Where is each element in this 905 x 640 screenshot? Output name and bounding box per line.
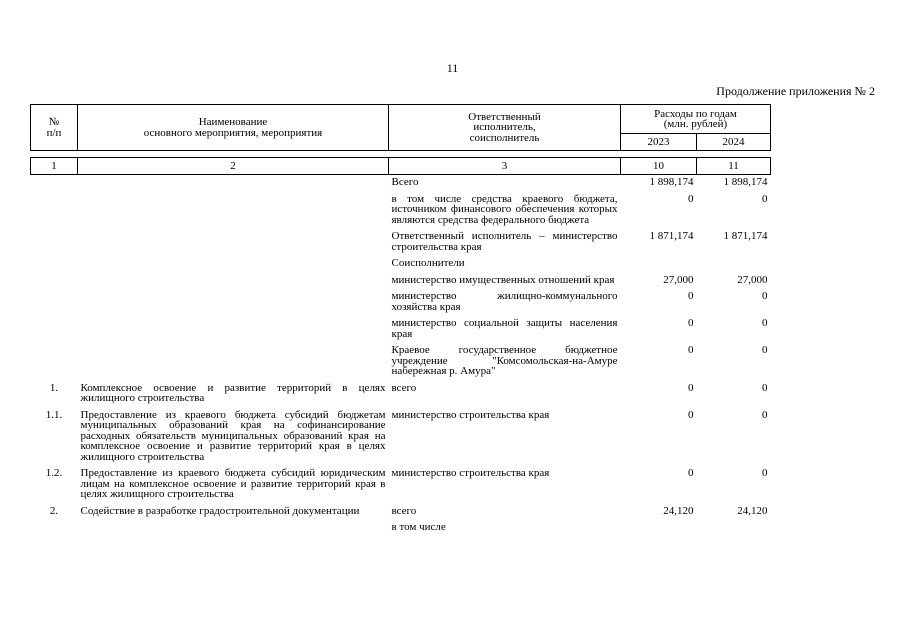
expense-2023: 0 <box>688 408 694 421</box>
activity-name: Комплексное освоение и развитие территорий в целях жилищного строительства <box>80 381 386 404</box>
executor-name: всего <box>391 381 417 394</box>
expense-2023: 0 <box>688 344 694 356</box>
table-row <box>31 256 771 273</box>
column-number: 3 <box>389 158 621 175</box>
expense-2024: 24,120 <box>737 504 768 517</box>
expense-2023: 1 898,174 <box>649 176 694 188</box>
header-executor: Ответственный исполнитель, соисполнитель <box>389 105 621 151</box>
table-row <box>31 316 771 343</box>
row-number <box>31 192 78 230</box>
header-expenses: Расходы по годам (млн. рублей) <box>621 105 771 134</box>
expense-2023: 0 <box>688 317 694 329</box>
table-row <box>31 229 771 256</box>
expense-2023: 0 <box>688 290 694 302</box>
row-number <box>31 316 78 343</box>
expense-2023 <box>621 520 697 537</box>
executor-name: Всего <box>391 176 419 188</box>
table-row <box>31 289 771 316</box>
row-number <box>31 256 78 273</box>
expense-2023: 0 <box>688 192 694 205</box>
expense-2024 <box>697 520 771 537</box>
activity-name <box>78 192 389 230</box>
column-number: 2 <box>78 158 389 175</box>
expense-2024: 0 <box>762 381 768 394</box>
table-row <box>31 408 771 467</box>
expense-2023 <box>621 256 697 273</box>
row-number <box>31 273 78 290</box>
table-row <box>31 175 771 192</box>
table-row <box>31 192 771 230</box>
expense-2023: 1 871,174 <box>649 230 694 242</box>
activity-name <box>78 175 389 192</box>
activity-name <box>78 273 389 290</box>
table-row <box>31 466 771 504</box>
expense-2024: 1 898,174 <box>723 176 768 188</box>
activity-name <box>78 343 389 381</box>
row-number: 1. <box>49 381 59 394</box>
table-row <box>31 273 771 290</box>
executor-name: министерство строительства края <box>391 408 550 421</box>
expense-2023: 0 <box>688 467 694 479</box>
executor-name: министерство строительства края <box>391 467 550 479</box>
expense-2023: 27,000 <box>663 273 694 286</box>
table-row <box>31 381 771 408</box>
appendix-continuation-label: Продолжение приложения № 2 <box>716 84 875 98</box>
row-number <box>31 175 78 192</box>
activity-name: Предоставление из краевого бюджета субсидий бюджетам муниципальных образований края на софинансирование расходных обязательств муниципальных образований края на комплексное освоение и развитие территорий края в целях жилищного строительства <box>80 408 386 463</box>
row-number: 1.1. <box>45 408 63 421</box>
executor-name: министерство социальной защиты населения края <box>391 317 618 340</box>
header-activity-name: Наименование основного мероприятия, мероприятия <box>78 105 389 151</box>
row-number <box>31 289 78 316</box>
executor-name: министерство имущественных отношений края <box>391 273 615 286</box>
activity-name <box>78 289 389 316</box>
expense-2024: 0 <box>762 192 768 205</box>
executor-name: Краевое государственное бюджетное учреждение "Комсомольская-на-Амуре набережная р. Амура" <box>391 344 618 377</box>
table-row <box>31 504 771 521</box>
activity-name <box>78 256 389 273</box>
executor-name: в том числе <box>391 521 446 533</box>
header-number: № п/п <box>31 105 78 151</box>
row-number <box>31 343 78 381</box>
executor-name: Ответственный исполнитель – министерство строительства края <box>391 230 618 253</box>
activity-name <box>78 229 389 256</box>
table-body <box>31 175 771 537</box>
executor-name: в том числе средства краевого бюджета, источником финансового обеспечения которых являются средства федерального бюджета <box>391 192 618 226</box>
expense-2023: 24,120 <box>663 504 694 517</box>
expense-2024: 27,000 <box>737 273 768 286</box>
activity-name <box>78 520 389 537</box>
row-number <box>31 520 78 537</box>
column-number: 10 <box>621 158 697 175</box>
table-row <box>31 520 771 537</box>
activity-name <box>78 316 389 343</box>
row-number: 1.2. <box>45 467 63 479</box>
expenses-table <box>30 104 771 537</box>
expense-2024: 0 <box>762 408 768 421</box>
column-number: 11 <box>697 158 771 175</box>
expense-2024: 0 <box>762 344 768 356</box>
expense-2023: 0 <box>688 381 694 394</box>
page-number: 11 <box>446 61 459 75</box>
row-number: 2. <box>49 504 59 517</box>
expense-2024: 0 <box>762 467 768 479</box>
header-year-2023: 2023 <box>621 134 697 151</box>
executor-name: министерство жилищно-коммунального хозяйства края <box>391 290 618 313</box>
activity-name: Содействие в разработке градостроительной документации <box>80 504 360 517</box>
column-number: 1 <box>31 158 78 175</box>
table-header <box>31 105 771 175</box>
expense-2024: 1 871,174 <box>723 230 768 242</box>
executor-name: всего <box>391 504 417 517</box>
expense-2024 <box>697 256 771 273</box>
table-row <box>31 343 771 381</box>
column-numbers-row <box>31 158 771 175</box>
row-number <box>31 229 78 256</box>
activity-name: Предоставление из краевого бюджета субсидий юридическим лицам на комплексное освоение и развитие территорий края в целях жилищного строительства <box>80 467 386 500</box>
executor-name: Соисполнители <box>391 257 465 269</box>
header-year-2024: 2024 <box>697 134 771 151</box>
expense-2024: 0 <box>762 290 768 302</box>
expense-2024: 0 <box>762 317 768 329</box>
